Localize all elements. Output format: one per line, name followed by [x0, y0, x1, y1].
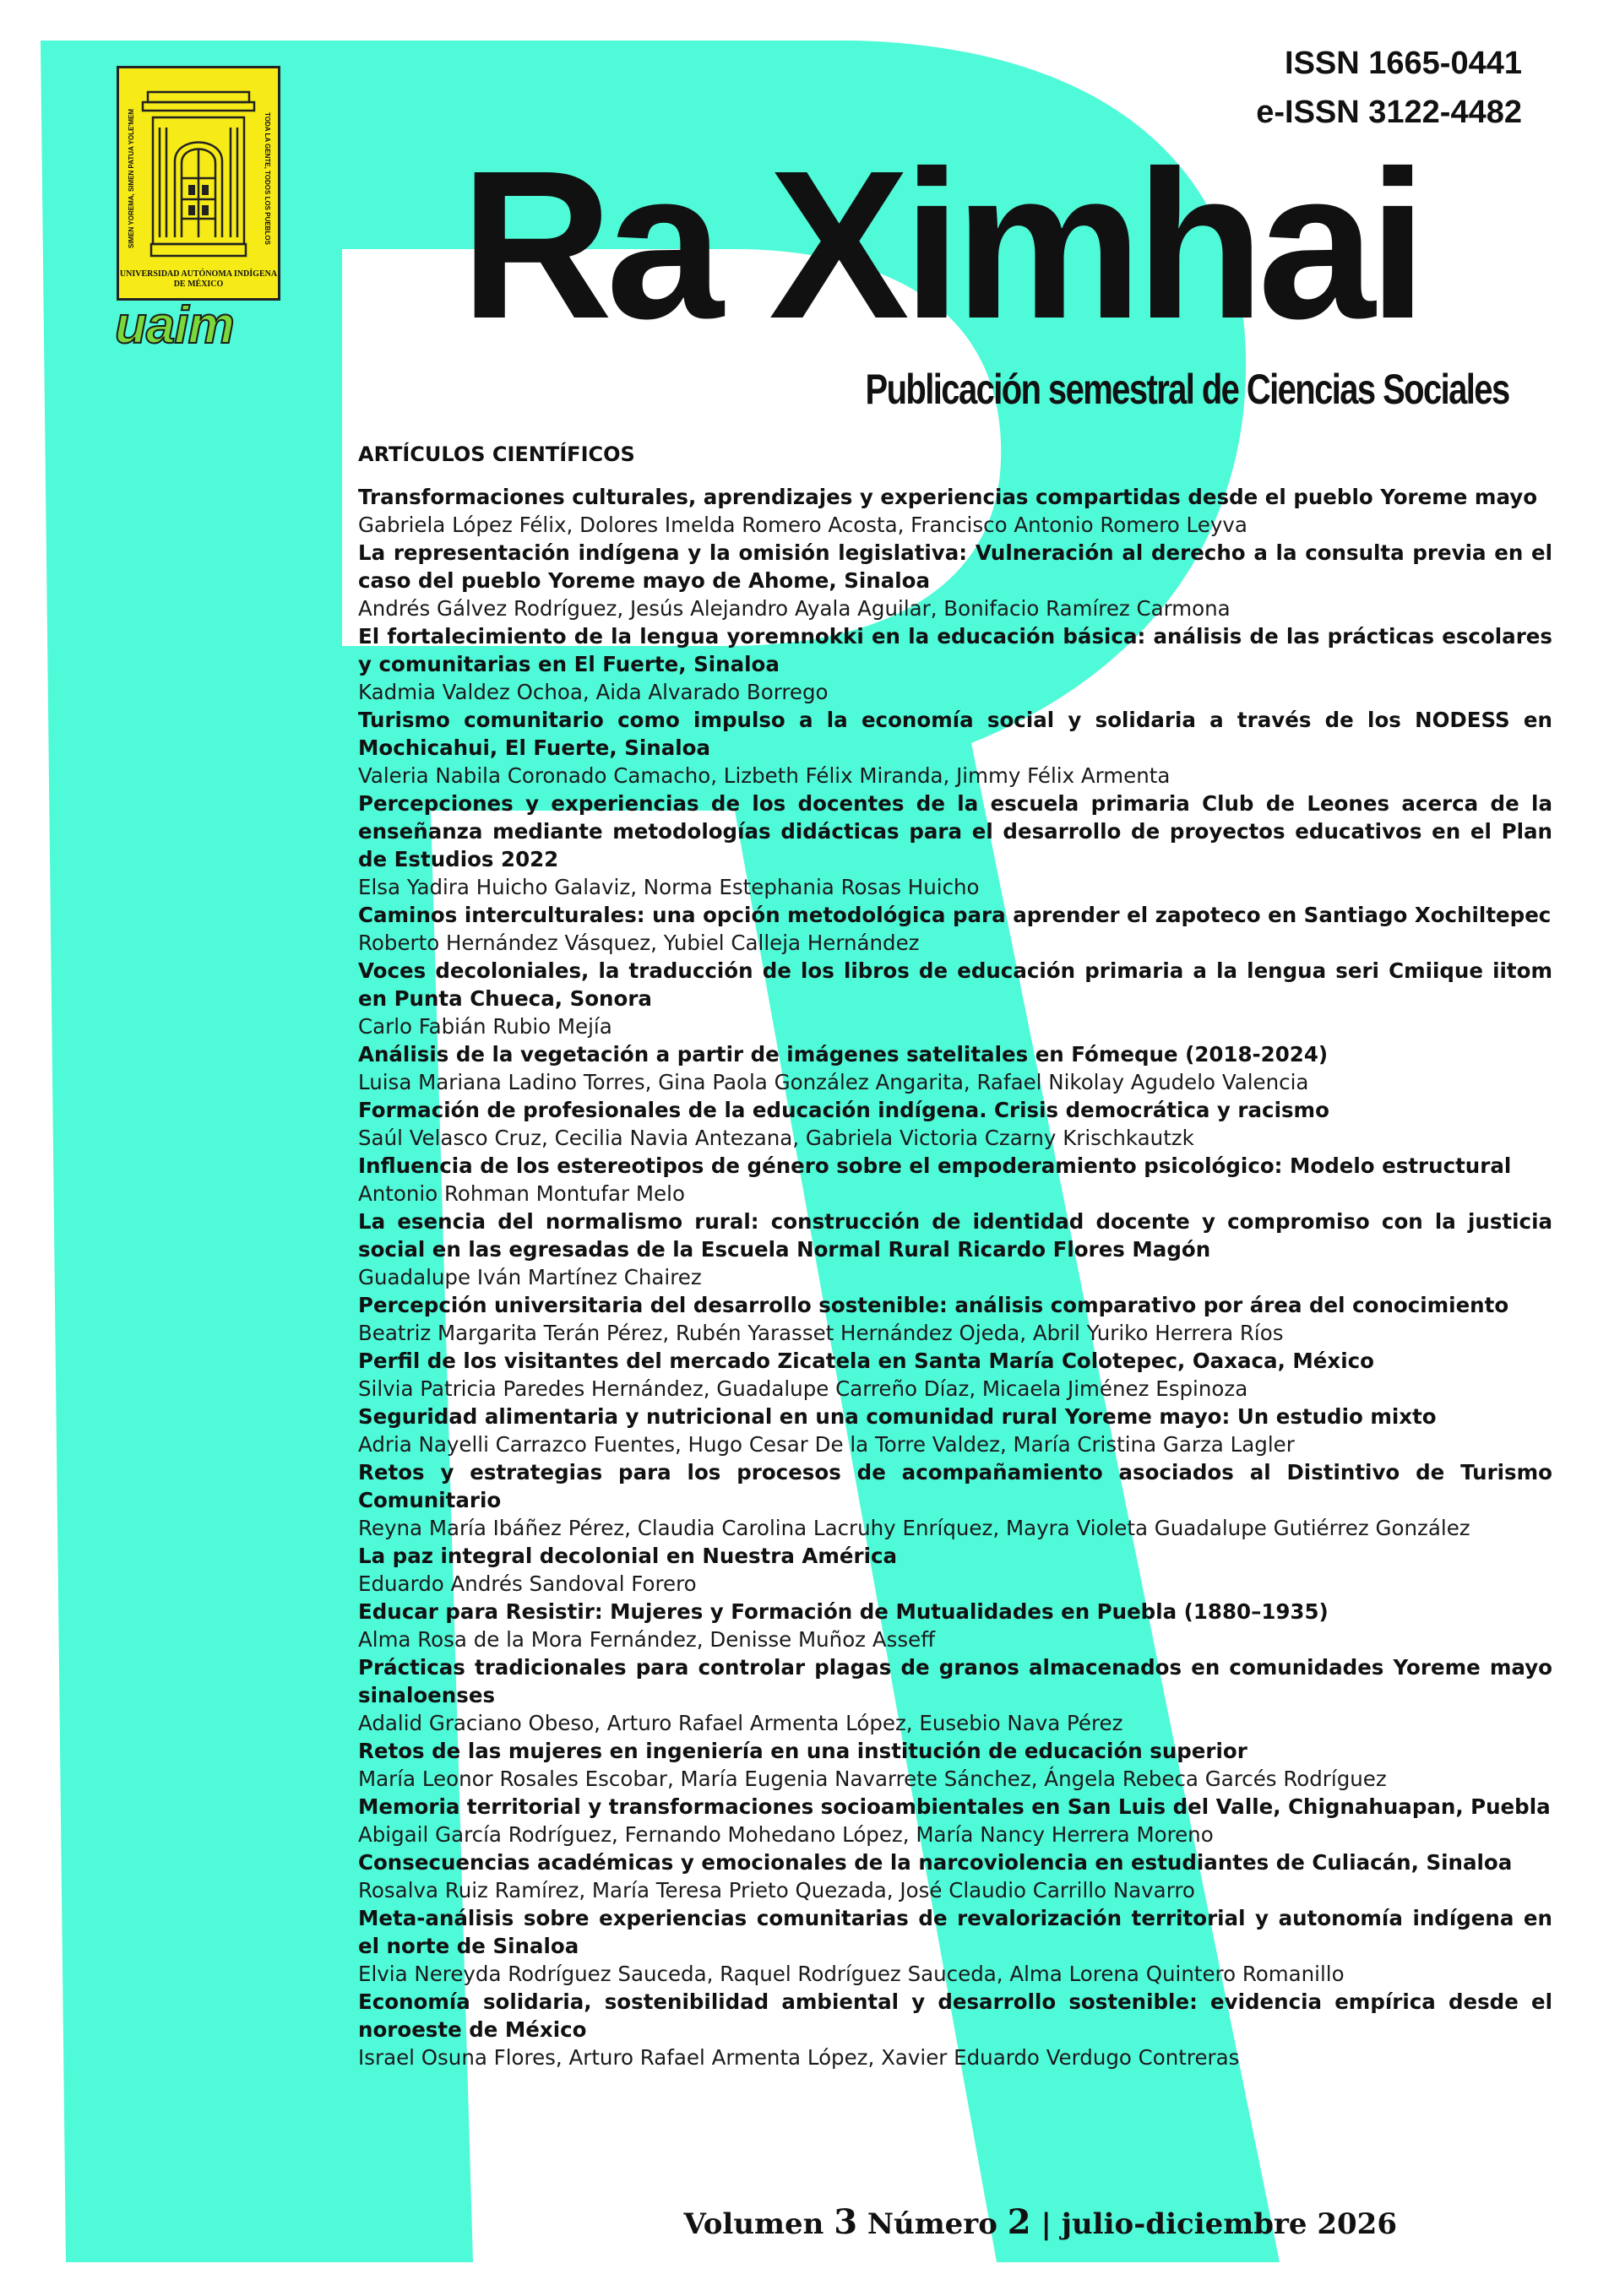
- article-title: Seguridad alimentaria y nutricional en una comunidad rural Yoreme mayo: Un estudio mixto: [358, 1404, 1437, 1429]
- article-authors: Elvia Nereyda Rodríguez Sauceda, Raquel Rodríguez Sauceda, Alma Lorena Quintero Romanillo: [358, 1962, 1345, 1986]
- volume-label: Volumen: [683, 2207, 824, 2241]
- article-authors: Antonio Rohman Montufar Melo: [358, 1181, 685, 1206]
- article-authors: Silvia Patricia Paredes Hernández, Guadalupe Carreño Díaz, Micaela Jiménez Espinoza: [358, 1376, 1248, 1401]
- article-item: [358, 622, 1552, 706]
- eissn: e-ISSN 3122-4482: [1256, 95, 1522, 130]
- article-title: Perfil de los visitantes del mercado Zicatela en Santa María Colotepec, Oaxaca, México: [358, 1349, 1374, 1373]
- article-authors: Andrés Gálvez Rodríguez, Jesús Alejandro Ayala Aguilar, Bonifacio Ramírez Carmona: [358, 596, 1231, 621]
- footer-separator: |: [1041, 2207, 1052, 2241]
- article-title: Voces decoloniales, la traducción de los libros de educación primaria a la lengua seri Cmiique iitom en Punta Chueca, Sonora: [358, 958, 1552, 1011]
- article-title: El fortalecimiento de la lengua yoremnokki en la educación básica: análisis de las prácticas escolares y comunitarias en El Fuerte, Sinaloa: [358, 624, 1552, 676]
- article-title: Caminos interculturales: una opción metodológica para aprender el zapoteco en Santiago Xochiltepec: [358, 903, 1552, 927]
- article-title: Memoria territorial y transformaciones socioambientales en San Luis del Valle, Chignahuapan, Puebla: [358, 1794, 1551, 1819]
- article-item: [358, 706, 1552, 790]
- article-item: [358, 1096, 1552, 1152]
- article-title: Consecuencias académicas y emocionales de la narcoviolencia en estudiantes de Culiacán, Sinaloa: [358, 1850, 1513, 1875]
- article-title: Retos de las mujeres en ingeniería en una institución de educación superior: [358, 1739, 1247, 1763]
- article-authors: Israel Osuna Flores, Arturo Rafael Armenta López, Xavier Eduardo Verdugo Contreras: [358, 2045, 1240, 2070]
- article-list: [358, 483, 1552, 2071]
- article-authors: Eduardo Andrés Sandoval Forero: [358, 1571, 697, 1596]
- article-item: [358, 1291, 1552, 1347]
- number-label: Número: [867, 2207, 997, 2241]
- article-authors: Gabriela López Félix, Dolores Imelda Romero Acosta, Francisco Antonio Romero Leyva: [358, 513, 1247, 537]
- article-item: [358, 1737, 1552, 1793]
- issn: ISSN 1665-0441: [1285, 46, 1522, 81]
- article-authors: Valeria Nabila Coronado Camacho, Lizbeth Félix Miranda, Jimmy Félix Armenta: [358, 763, 1171, 788]
- article-item: [358, 1988, 1552, 2071]
- article-item: [358, 1598, 1552, 1653]
- article-item: [358, 790, 1552, 901]
- article-item: [358, 1347, 1552, 1403]
- article-authors: María Leonor Rosales Escobar, María Eugenia Navarrete Sánchez, Ángela Rebeca Garcés Rodríguez: [358, 1767, 1387, 1791]
- article-item: [358, 483, 1552, 539]
- article-title: Turismo comunitario como impulso a la economía social y solidaria a través de los NODESS en Mochicahui, El Fuerte, Sinaloa: [358, 708, 1552, 760]
- article-item: [358, 1848, 1552, 1904]
- article-title: La paz integral decolonial en Nuestra América: [358, 1544, 898, 1568]
- article-item: [358, 1458, 1552, 1542]
- article-item: [358, 1793, 1552, 1848]
- article-title: Influencia de los estereotipos de género sobre el empoderamiento psicológico: Modelo estructural: [358, 1153, 1512, 1178]
- article-item: [358, 1403, 1552, 1458]
- article-title: Transformaciones culturales, aprendizajes y experiencias compartidas desde el pueblo Yoreme mayo: [358, 485, 1538, 509]
- article-title: Formación de profesionales de la educación indígena. Crisis democrática y racismo: [358, 1098, 1329, 1122]
- journal-subtitle: Publicación semestral de Ciencias Sociales: [865, 366, 1509, 413]
- article-title: Retos y estrategias para los procesos de acompañamiento asociados al Distintivo de Turismo Comunitario: [358, 1460, 1552, 1512]
- issue-period: julio-diciembre 2026: [1061, 2207, 1397, 2241]
- article-title: Prácticas tradicionales para controlar plagas de granos almacenados en comunidades Yoreme mayo sinaloenses: [358, 1655, 1552, 1707]
- article-item: [358, 1208, 1552, 1291]
- article-authors: Luisa Mariana Ladino Torres, Gina Paola González Angarita, Rafael Nikolay Agudelo Valencia: [358, 1070, 1309, 1094]
- article-authors: Adalid Graciano Obeso, Arturo Rafael Armenta López, Eusebio Nava Pérez: [358, 1711, 1123, 1735]
- article-item: [358, 1904, 1552, 1988]
- volume-number: 3: [834, 2202, 858, 2242]
- uaim-wordmark: uaim: [115, 296, 234, 355]
- article-authors: Adria Nayelli Carrazco Fuentes, Hugo Cesar De la Torre Valdez, María Cristina Garza Lagler: [358, 1432, 1295, 1457]
- article-authors: Alma Rosa de la Mora Fernández, Denisse Muñoz Asseff: [358, 1627, 936, 1652]
- article-item: [358, 1653, 1552, 1737]
- article-authors: Elsa Yadira Huicho Galaviz, Norma Estephania Rosas Huicho: [358, 875, 980, 899]
- logo-motto-left: SIMEN YOREMA, SIMEN PATUA YOLE'MEM: [128, 108, 135, 248]
- article-title: Economía solidaria, sostenibilidad ambiental y desarrollo sostenible: evidencia empírica desde el noroeste de México: [358, 1989, 1552, 2042]
- issue-info: [683, 2202, 1397, 2242]
- article-authors: Carlo Fabián Rubio Mejía: [358, 1014, 612, 1039]
- article-item: [358, 539, 1552, 622]
- article-title: Percepción universitaria del desarrollo sostenible: análisis comparativo por área del conocimiento: [358, 1293, 1509, 1317]
- article-item: [358, 1152, 1552, 1208]
- article-title: Análisis de la vegetación a partir de imágenes satelitales en Fómeque (2018-2024): [358, 1042, 1329, 1067]
- article-title: Meta-análisis sobre experiencias comunitarias de revalorización territorial y autonomía indígena en el norte de Sinaloa: [358, 1906, 1552, 1958]
- article-item: [358, 1542, 1552, 1598]
- section-heading: ARTÍCULOS CIENTÍFICOS: [358, 442, 635, 466]
- article-authors: Kadmia Valdez Ochoa, Aida Alvarado Borrego: [358, 680, 829, 704]
- article-authors: Guadalupe Iván Martínez Chairez: [358, 1265, 702, 1289]
- article-title: La representación indígena y la omisión legislativa: Vulneración al derecho a la consulta previa en el caso del pueblo Yoreme mayo de Ahome, Sinaloa: [358, 540, 1552, 593]
- article-item: [358, 901, 1552, 957]
- logo-university-name: UNIVERSIDAD AUTÓNOMA INDÍGENA DE MÉXICO: [119, 269, 278, 289]
- article-authors: Roberto Hernández Vásquez, Yubiel Calleja Hernández: [358, 931, 920, 955]
- article-authors: Rosalva Ruiz Ramírez, María Teresa Prieto Quezada, José Claudio Carrillo Navarro: [358, 1878, 1195, 1902]
- article-authors: Reyna María Ibáñez Pérez, Claudia Carolina Lacruhy Enríquez, Mayra Violeta Guadalupe Gutiérrez González: [358, 1516, 1470, 1540]
- logo-motto-right: TODA LA GENTE, TODOS LOS PUEBLOS: [264, 111, 271, 245]
- issue-number: 2: [1007, 2202, 1031, 2242]
- article-title: Educar para Resistir: Mujeres y Formación de Mutualidades en Puebla (1880–1935): [358, 1599, 1329, 1624]
- journal-title: Ra Ximhai: [460, 127, 1421, 362]
- university-logo: [117, 66, 280, 301]
- table-of-contents: [358, 442, 1552, 2071]
- article-title: La esencia del normalismo rural: construcción de identidad docente y compromiso con la justicia social en las egresadas de la Escuela Normal Rural Ricardo Flores Magón: [358, 1209, 1552, 1262]
- article-authors: Beatriz Margarita Terán Pérez, Rubén Yarasset Hernández Ojeda, Abril Yuriko Herrera Ríos: [358, 1321, 1284, 1345]
- article-title: Percepciones y experiencias de los docentes de la escuela primaria Club de Leones acerca de la enseñanza mediante metodologías didácticas para el desarrollo de proyectos educativos en el Plan de Estudios 2022: [358, 791, 1552, 871]
- article-item: [358, 957, 1552, 1040]
- article-item: [358, 1040, 1552, 1096]
- article-authors: Abigail García Rodríguez, Fernando Mohedano López, María Nancy Herrera Moreno: [358, 1822, 1214, 1847]
- article-authors: Saúl Velasco Cruz, Cecilia Navia Antezana, Gabriela Victoria Czarny Krischkautzk: [358, 1126, 1194, 1150]
- building-icon: [119, 68, 278, 298]
